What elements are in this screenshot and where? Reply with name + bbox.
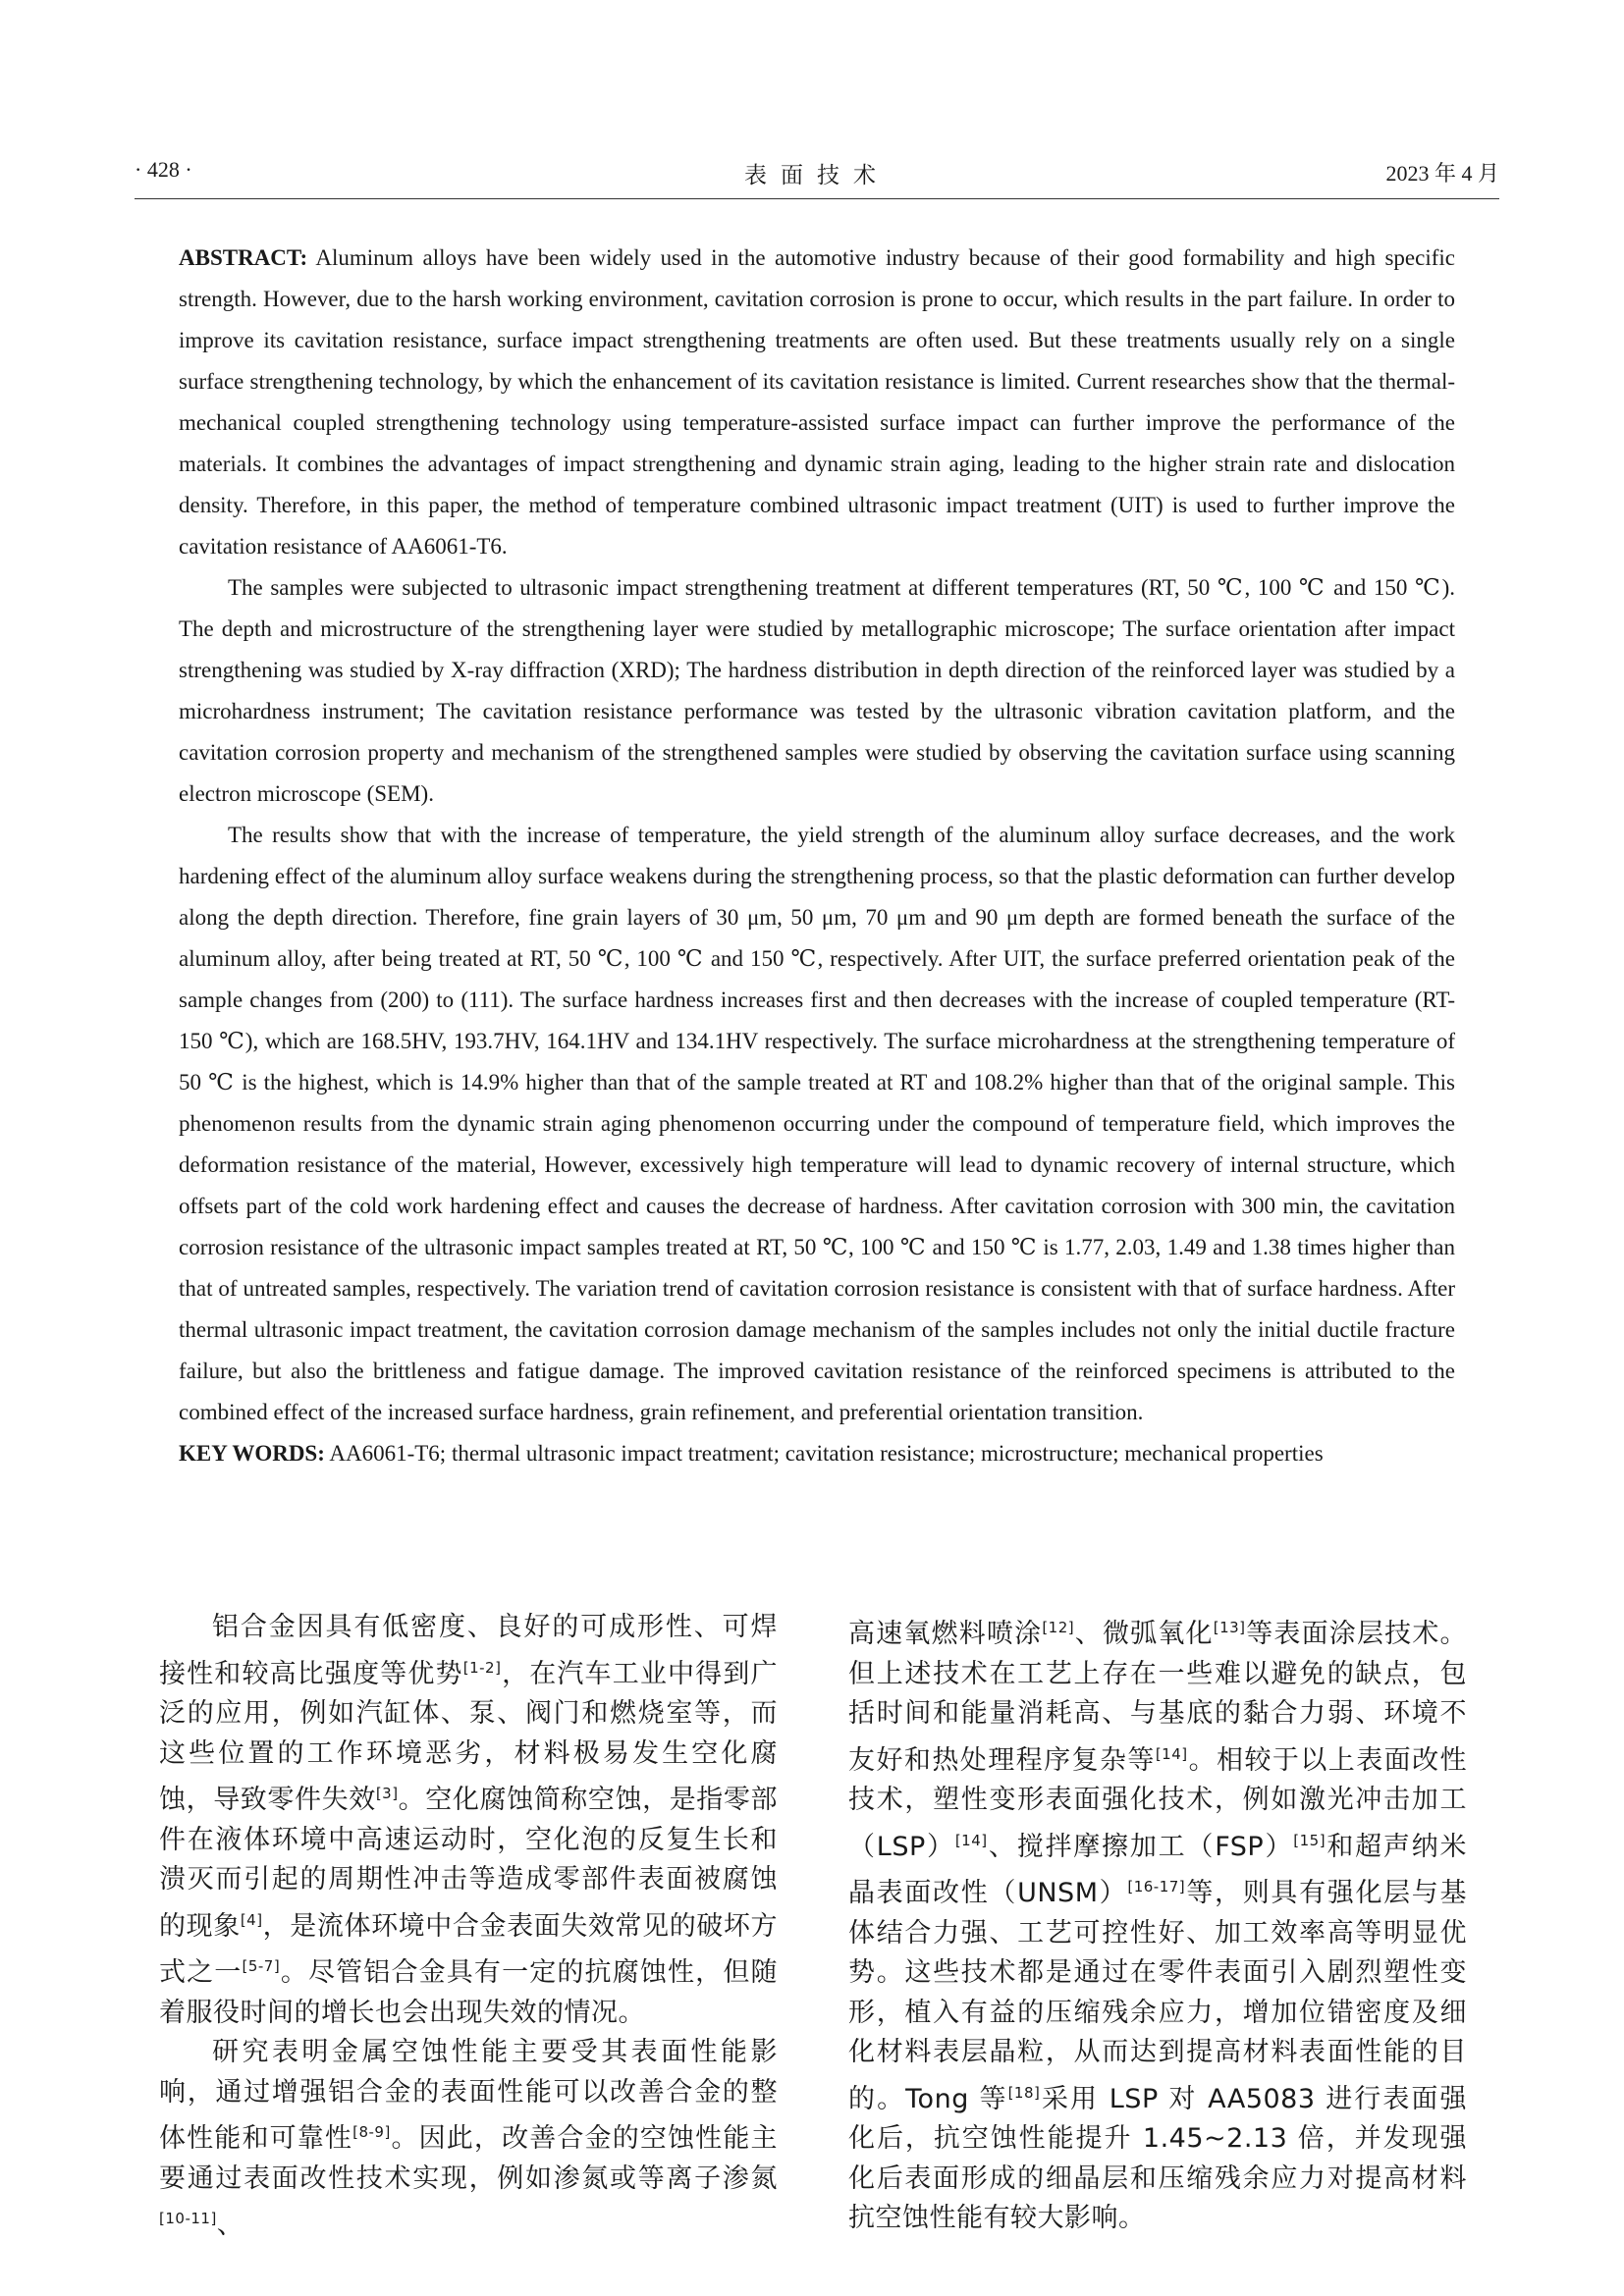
abstract-text: Aluminum alloys have been widely used in the automotive industry because of their good formability and high specific strength. However, due to the harsh working environment, cavitation corrosion is prone to occur, which results in the part failure. In order to improve its cavitation resistance, surface impact strengthening treatments are often used. But these treatments usually rely on a single surface strengthening technology, by which the enhancement of its cavitation resistance is limited. Current researches show that the thermal-mechanical coupled strengthening technology using temperature-assisted surface impact can further improve the performance of the materials. It combines the advantages of impact strengthening and dynamic strain aging, leading to the higher strain rate and dislocation density. Therefore, in this paper, the method of temperature combined ultrasonic impact treatment (UIT) is used to further improve the cavitation resistance of AA6061-T6. (179, 245, 1455, 559)
page-number: · 428 · (135, 157, 192, 182)
body-text: 、 (216, 2210, 244, 2240)
body-paragraph (848, 1608, 1467, 2239)
citation-ref: [14] (1155, 1744, 1188, 1763)
body-text: 、微弧氧化 (1074, 1619, 1214, 1649)
body-column-left (159, 1608, 778, 2246)
citation-ref: [4] (240, 1910, 263, 1929)
abstract-label: ABSTRACT: (179, 245, 308, 270)
keywords-label: KEY WORDS: (179, 1441, 325, 1466)
body-text: 。相较于以上表面改性技术，塑性变形表面强化技术，例如激光冲击加工（LSP） (848, 1744, 1468, 1862)
citation-ref: [10-11] (159, 2210, 217, 2227)
citation-ref: [12] (1042, 1619, 1075, 1636)
issue-date: 2023 年 4 月 (1385, 161, 1499, 186)
body-text: 。空化腐蚀简称空蚀，是指零部件在液体环境中高速运动时，空化泡的反复生长和溃灭而引起的周期性冲击等造成零部件表面被腐蚀的现象 (159, 1785, 779, 1942)
body-text: 和超声纳米晶表面改性（UNSM） (848, 1831, 1467, 1908)
body-text: 等，则具有强化层与基体结合力强、工艺可控性好、加工效率高等明显优势。这些技术都是通过在零件表面引入剧烈塑性变形，植入有益的压缩残余应力，增加位错密度及细化材料表层晶粒，从而达到提高材料表面性能的目的。Tong 等 (848, 1878, 1467, 2114)
header-rule (135, 198, 1499, 199)
body-text: 、搅拌摩擦加工（FSP） (987, 1831, 1294, 1862)
abstract-paragraph (179, 238, 1455, 567)
citation-ref: [8-9] (352, 2123, 391, 2141)
citation-ref: [14] (954, 1831, 988, 1849)
keywords-text: AA6061-T6; thermal ultrasonic impact treatment; cavitation resistance; microstructure; mechanical properties (324, 1441, 1324, 1466)
journal-title: 表面技术 (744, 163, 890, 188)
running-header (135, 157, 1499, 196)
body-text: 。因此，改善合金的空蚀性能主要通过表面改性技术实现，例如渗氮或等离子渗氮 (159, 2123, 778, 2194)
citation-ref: [16-17] (1127, 1878, 1186, 1896)
body-column-right (848, 1608, 1467, 2239)
abstract-paragraph: The results show that with the increase of temperature, the yield strength of the aluminum alloy surface decreases, and the work hardening effect of the aluminum alloy surface weakens during the strengthening process, so that the plastic deformation can further develop along the depth direction. Therefore, fine grain layers of 30 μm, 50 μm, 70 μm and 90 μm depth are formed beneath the surface of the aluminum alloy, after being treated at RT, 50 ℃, 100 ℃ and 150 ℃, respectively. After UIT, the surface preferred orientation peak of the sample changes from (200) to (111). The surface hardness increases first and then decreases with the increase of coupled temperature (RT-150 ℃), which are 168.5HV, 193.7HV, 164.1HV and 134.1HV respectively. The surface microhardness at the strengthening temperature of 50 ℃ is the highest, which is 14.9% higher than that of the sample treated at RT and 108.2% higher than that of the original sample. This phenomenon results from the dynamic strain aging phenomenon occurring under the compound of temperature field, which improves the deformation resistance of the material, However, excessively high temperature will lead to dynamic recovery of internal structure, which offsets part of the cold work hardening effect and causes the decrease of hardness. After cavitation corrosion with 300 min, the cavitation corrosion resistance of the ultrasonic impact samples treated at RT, 50 ℃, 100 ℃ and 150 ℃ is 1.77, 2.03, 1.49 and 1.38 times higher than that of untreated samples, respectively. The variation trend of cavitation corrosion resistance is consistent with that of surface hardness. After thermal ultrasonic impact treatment, the cavitation corrosion damage mechanism of the samples includes not only the initial ductile fracture failure, but also the brittleness and fatigue damage. The improved cavitation resistance of the reinforced specimens is attributed to the combined effect of the increased surface hardness, grain refinement, and preferential orientation transition. (179, 823, 1455, 1424)
body-text: 高速氧燃料喷涂 (848, 1619, 1043, 1649)
citation-ref: [18] (1007, 2083, 1041, 2102)
body-text: ，在汽车工业中得到广泛的应用，例如汽缸体、泵、阀门和燃烧室等，而这些位置的工作环境恶劣，材料极易发生空化腐蚀，导致零件失效 (159, 1658, 778, 1815)
keywords (179, 1433, 1455, 1474)
body-paragraph (159, 1608, 778, 2033)
citation-ref: [5-7] (242, 1957, 281, 1975)
abstract-paragraph: The samples were subjected to ultrasonic impact strengthening treatment at different temperatures (RT, 50 ℃, 100 ℃ and 150 ℃). The depth and microstructure of the strengthening layer were studied by metallographic microscope; The surface orientation after impact strengthening was studied by X-ray diffraction (XRD); The hardness distribution in depth direction of the reinforced layer was studied by a microhardness instrument; The cavitation resistance performance was tested by the ultrasonic vibration cavitation platform, and the cavitation corrosion property and mechanism of the strengthened samples were studied by observing the cavitation surface using scanning electron microscope (SEM). (179, 575, 1455, 806)
citation-ref: [3] (375, 1785, 399, 1802)
citation-ref: [13] (1213, 1619, 1246, 1636)
body-text: ，是流体环境中合金表面失效常见的破坏方式之一 (159, 1910, 779, 1988)
body-text: 采用 LSP 对 AA5083 进行表面强化后，抗空蚀性能提升 1.45~2.13 倍，并发现强化后表面形成的细晶层和压缩残余应力对提高材料抗空蚀性能有较大影响。 (848, 2083, 1467, 2233)
body-paragraph (159, 2033, 778, 2246)
citation-ref: [1-2] (462, 1658, 502, 1677)
abstract-section (179, 238, 1455, 1474)
citation-ref: [15] (1293, 1831, 1326, 1849)
body-text: 研究表明金属空蚀性能主要受其表面性能影响，通过增强铝合金的表面性能可以改善合金的整体性能和可靠性 (159, 2037, 778, 2154)
body-text: 等表面涂层技术。但上述技术在工艺上存在一些难以避免的缺点，包括时间和能量消耗高、与基底的黏合力弱、环境不友好和热处理程序复杂等 (848, 1619, 1468, 1776)
body-text: 铝合金因具有低密度、良好的可成形性、可焊接性和较高比强度等优势 (159, 1612, 778, 1689)
body-text: 。尽管铝合金具有一定的抗腐蚀性，但随着服役时间的增长也会出现失效的情况。 (159, 1957, 778, 2028)
